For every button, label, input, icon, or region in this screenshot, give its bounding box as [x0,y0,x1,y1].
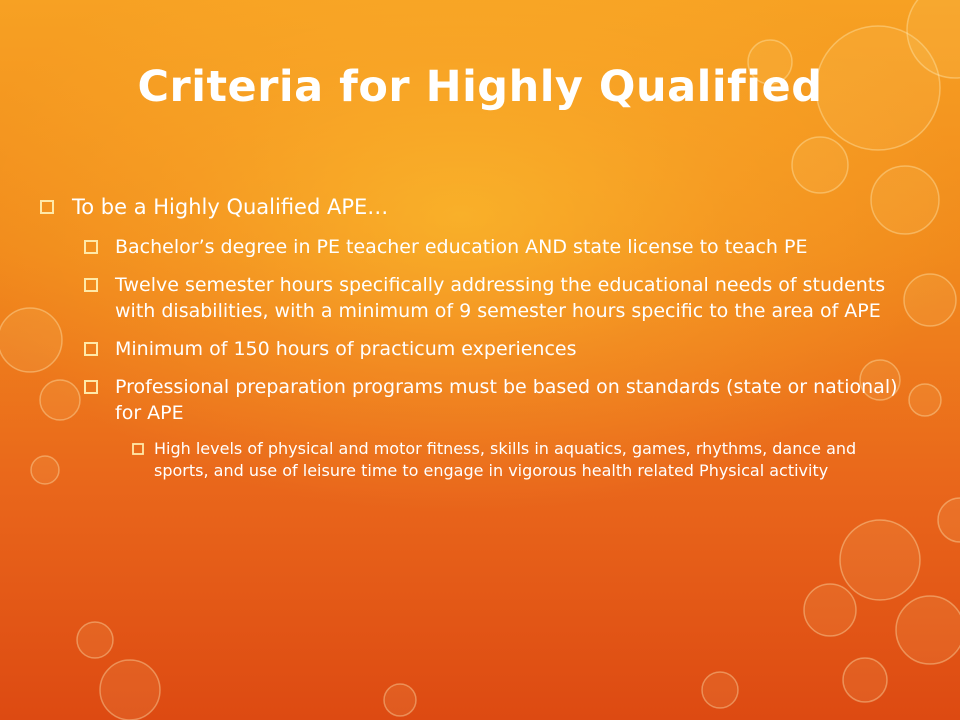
bullet-text: Bachelor’s degree in PE teacher education AND state license to teach PE [115,236,808,258]
hollow-square-icon [84,380,98,394]
bullet-item [84,336,900,362]
hollow-square-icon [40,200,54,214]
hollow-square-icon [84,278,98,292]
bullet-item [40,192,900,222]
hollow-square-icon [132,443,144,455]
bullet-item [84,234,900,260]
bullet-text: To be a Highly Qualified APE… [72,195,389,219]
bullet-list [40,192,900,482]
bullet-item [84,374,900,426]
bullet-item [132,438,900,482]
bullet-text: Professional preparation programs must be based on standards (state or national) for APE [115,376,898,424]
bullet-text: Twelve semester hours specifically addressing the educational needs of students with disabilities, with a minimum of 9 semester hours specific to the area of APE [115,274,886,322]
bullet-item [84,272,900,324]
hollow-square-icon [84,342,98,356]
bullet-text: High levels of physical and motor fitness, skills in aquatics, games, rhythms, dance and sports, and use of leisure time to engage in vigorous health related Physical activity [154,439,857,480]
hollow-square-icon [84,240,98,254]
bullet-text: Minimum of 150 hours of practicum experiences [115,338,577,360]
slide-title: Criteria for Highly Qualified [137,62,823,112]
